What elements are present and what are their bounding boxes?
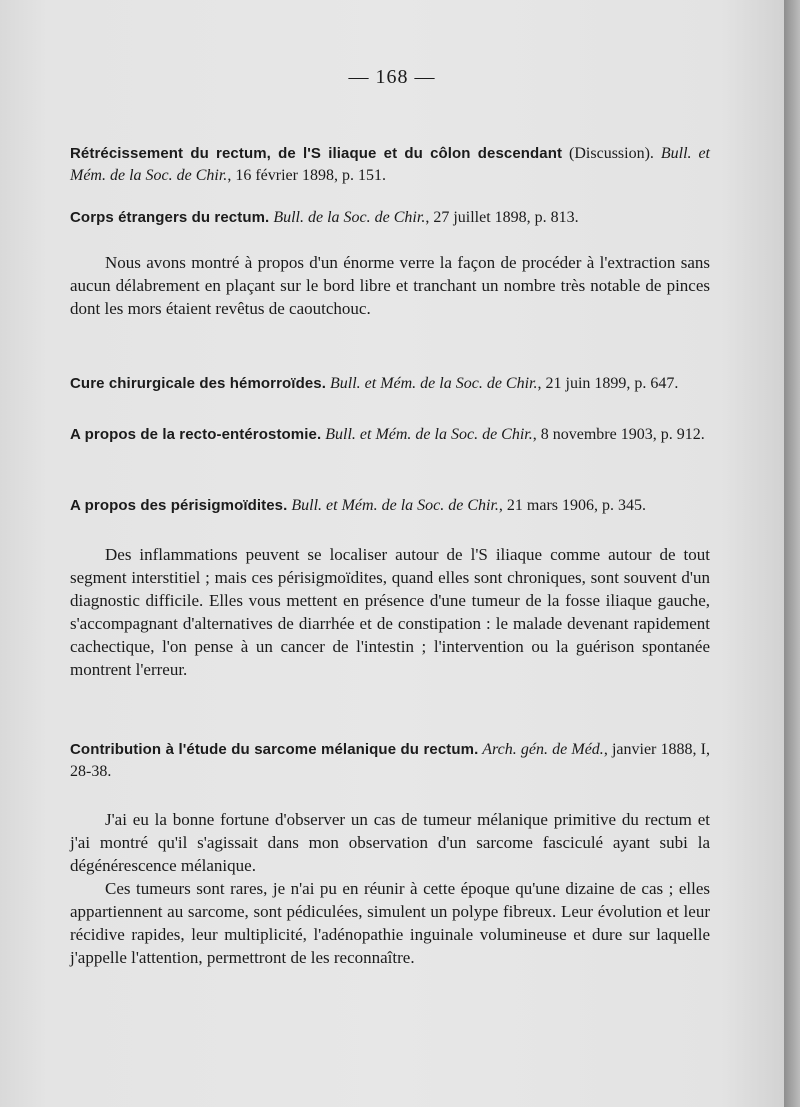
- entry-title: A propos de la recto-entérostomie.: [70, 426, 322, 443]
- body-paragraph: Ces tumeurs sont rares, je n'ai pu en réunir à cette époque qu'une dizaine de cas ; elles appartiennent au sarcome, sont pédiculées, simulent un polype fibreux. Leur évolution et leur récidive rapides, leur multiplicité, l'adénopathie inguinale volumineuse et dure sur laquelle j'appelle l'attention, permettront de les reconnaître.: [70, 879, 710, 967]
- entry-journal: Bull. et Mém. de la Soc. de Chir.: [325, 375, 538, 392]
- entry-date-page: , 8 novembre 1903, p. 912.: [532, 426, 705, 443]
- entry-journal: Bull. de la Soc. de Chir.: [269, 209, 426, 226]
- entry-date-page: , 27 juillet 1898, p. 813.: [425, 209, 579, 226]
- entry-date-page: , 16 février 1898, p. 151.: [227, 167, 386, 184]
- body-paragraph: Des inflammations peuvent se localiser autour de l'S iliaque comme autour de tout segment interstitiel ; mais ces périsigmoïdites, quand elles sont chroniques, sont souvent d'un diagnostic difficile. Elles vous mettent en présence d'une tumeur de la fosse iliaque gauche, s'accompagnant d'alternatives de diarrhée et de constipation : le malade devenant rapidement cachectique, l'on pense à un cancer de l'intestin ; l'intervention ou la guérison spontanée montrent l'erreur.: [70, 545, 710, 679]
- bibliography-entry: [70, 739, 710, 783]
- entry-journal: Arch. gén. de Méd.: [478, 741, 604, 758]
- entry-title: Corps étrangers du rectum.: [70, 209, 270, 226]
- bibliography-entry: [70, 495, 710, 517]
- bibliography-entry: [70, 373, 710, 395]
- entry-title: Cure chirurgicale des hémorroïdes.: [70, 375, 326, 392]
- body-paragraph: J'ai eu la bonne fortune d'observer un cas de tumeur mélanique primitive du rectum et j'ai montré qu'il s'agissait dans mon observation d'un sarcome fasciculé ayant subi la dégénérescence mélanique.: [70, 810, 710, 875]
- entry-date-page: , janvier 1888, I, 28-38.: [70, 741, 710, 780]
- entry-journal: Bull. et Mém. de la Soc. de Chir.: [321, 426, 533, 443]
- body-paragraph: Nous avons montré à propos d'un énorme verre la façon de procéder à l'extraction sans aucun délabrement en plaçant sur le bord libre et tranchant un nombre très notable de pinces dont les mors étaient revêtus de caoutchouc.: [70, 253, 710, 318]
- bibliography-entry: [70, 207, 710, 229]
- bibliography-entry: [70, 424, 710, 446]
- entry-title: Contribution à l'étude du sarcome mélanique du rectum.: [70, 741, 479, 758]
- entry-journal: Bull. et Mém. de la Soc. de Chir.: [70, 145, 710, 184]
- page-number: — 168 —: [348, 66, 436, 88]
- entry-date-page: , 21 mars 1906, p. 345.: [498, 497, 647, 514]
- entry-note: (Discussion).: [562, 145, 661, 162]
- entry-title: A propos des périsigmoïdites.: [70, 497, 288, 514]
- entry-title: Rétrécissement du rectum, de l'S iliaque et du côlon descendant: [70, 145, 563, 162]
- entry-date-page: , 21 juin 1899, p. 647.: [537, 375, 679, 392]
- bibliography-entry: [70, 143, 710, 187]
- page-edge-shadow: [784, 0, 800, 1107]
- entry-journal: Bull. et Mém. de la Soc. de Chir.: [287, 497, 499, 514]
